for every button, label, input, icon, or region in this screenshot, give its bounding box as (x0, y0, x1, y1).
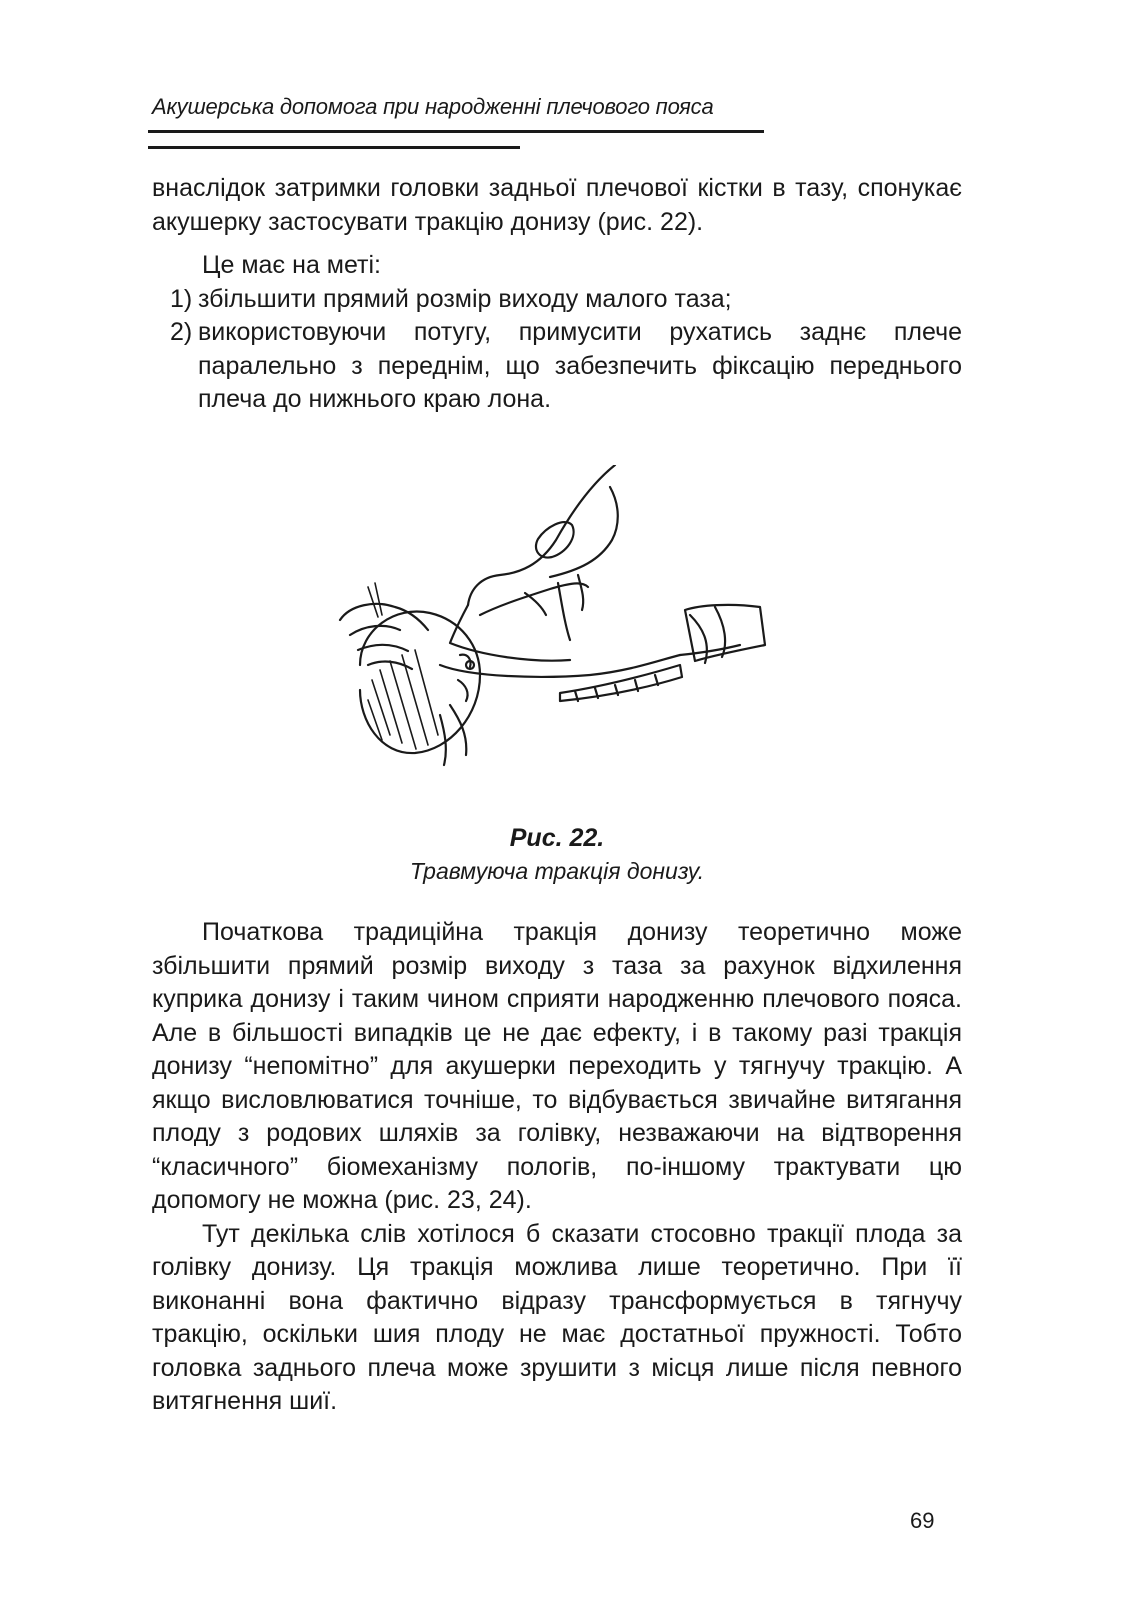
continuation-paragraph: внаслідок затримки головки задньої плечової кістки в тазу, спонукає акушерку застосувати тракцію донизу (рис. 22). (152, 174, 962, 236)
list-item-number: 1) (170, 284, 193, 313)
list-item-text: використовуючи потугу, примусити рухатись заднє плече паралельно з переднім, що забезпечить фіксацію переднього плеча до нижнього краю лона. (198, 318, 962, 413)
list-lead: Це має на меті: (202, 251, 382, 279)
intro-section (152, 172, 962, 417)
running-header: Акушерська допомога при народженні плечового пояса (152, 94, 714, 119)
header-rule-long (148, 130, 764, 133)
figure-label: Рис. 22. (509, 824, 605, 852)
list-item-number: 2) (170, 318, 193, 346)
list-item (152, 316, 962, 417)
figure-caption: Травмуюча тракція донизу. (409, 858, 705, 884)
body-paragraph: Початкова традиційна тракція донизу теоретично може збільшити прямий розмір виходу з таза за рахунок відхилення куприка донизу і таким чином сприяти народженню плечового пояса. Але в більшості випадків це не дає ефекту, і в такому разі тракція донизу “непомітно” для акушерки переходить у тягнучу тракцію. А якщо висловлюватися точніше, то відбувається звичайне витягання плоду з родових шляхів за голівку, незважаючи на відтворення “класичного” біомеханізму пологів, по-іншому трактувати цю допомогу не можна (рис. 23, 24). (152, 918, 962, 1214)
body-section (152, 916, 962, 1419)
header-rule-short (148, 146, 520, 149)
figure-22-illustration (320, 465, 800, 805)
list-item-text: збільшити прямий розмір виходу малого таза; (198, 284, 732, 313)
list-item (152, 283, 962, 317)
goals-list (152, 283, 962, 417)
body-paragraph: Тут декілька слів хотілося б сказати стосовно тракції плода за голівку донизу. Ця тракція можлива лише теоретично. При її виконанні вона фактично відразу трансформується в тягнучу тракцію, оскільки шия плоду не має достатньої пружності. Тобто головка заднього плеча може зрушити з місця лише після певного витягнення шиї. (152, 1219, 962, 1415)
page-number: 69 (910, 1508, 935, 1533)
